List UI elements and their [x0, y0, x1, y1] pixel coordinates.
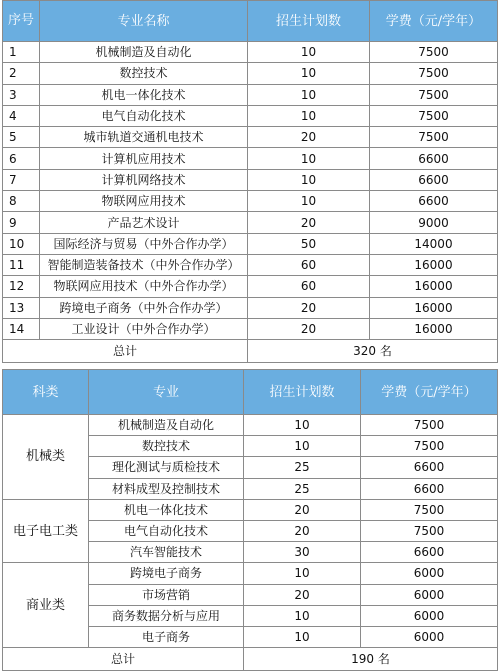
cell-fee: 7500: [361, 415, 498, 436]
cell-major: 电气自动化技术: [89, 520, 244, 541]
cell-plan: 10: [244, 605, 361, 626]
cell-fee: 6600: [361, 457, 498, 478]
cell-seq: 10: [3, 233, 40, 254]
cell-seq: 8: [3, 191, 40, 212]
cell-fee: 9000: [370, 212, 498, 233]
cell-plan: 20: [248, 297, 370, 318]
cell-fee: 7500: [370, 63, 498, 84]
cell-major: 材料成型及控制技术: [89, 478, 244, 499]
cell-seq: 7: [3, 169, 40, 190]
table-row: [3, 415, 498, 436]
cell-plan: 10: [248, 191, 370, 212]
cell-plan: 10: [244, 563, 361, 584]
cell-plan: 25: [244, 478, 361, 499]
header-major: 专业名称: [40, 1, 248, 42]
cell-fee: 7500: [370, 127, 498, 148]
cell-fee: 14000: [370, 233, 498, 254]
cell-major: 跨境电子商务（中外合作办学）: [40, 297, 248, 318]
table-row: [3, 84, 498, 105]
table-row: [3, 318, 498, 339]
cell-major: 数控技术: [89, 436, 244, 457]
cell-plan: 10: [248, 148, 370, 169]
cell-fee: 16000: [370, 297, 498, 318]
cell-major: 计算机应用技术: [40, 148, 248, 169]
cell-major: 市场营销: [89, 584, 244, 605]
cell-fee: 7500: [370, 105, 498, 126]
table-row: [3, 233, 498, 254]
cell-plan: 30: [244, 542, 361, 563]
cell-plan: 20: [244, 499, 361, 520]
cell-major: 机电一体化技术: [89, 499, 244, 520]
cell-major: 理化测试与质检技术: [89, 457, 244, 478]
total-value: 320 名: [248, 340, 498, 363]
cell-plan: 60: [248, 276, 370, 297]
header-seq: 序号: [3, 1, 40, 42]
cell-plan: 10: [248, 42, 370, 63]
cell-fee: 16000: [370, 318, 498, 339]
table-row: [3, 42, 498, 63]
table-row: [3, 499, 498, 520]
cell-major: 物联网应用技术: [40, 191, 248, 212]
total-row: [3, 340, 498, 363]
cell-major: 工业设计（中外合作办学）: [40, 318, 248, 339]
cell-plan: 60: [248, 254, 370, 275]
cell-fee: 7500: [361, 499, 498, 520]
header-fee: 学费（元/学年）: [361, 370, 498, 415]
cell-fee: 6600: [370, 169, 498, 190]
total-row: [3, 648, 498, 671]
cell-major: 商务数据分析与应用: [89, 605, 244, 626]
cell-fee: 6000: [361, 563, 498, 584]
table-row: [3, 254, 498, 275]
cell-plan: 10: [248, 105, 370, 126]
cell-plan: 10: [244, 626, 361, 647]
total-value: 190 名: [244, 648, 498, 671]
table-row: [3, 276, 498, 297]
total-label: 总计: [3, 340, 248, 363]
cell-fee: 6000: [361, 605, 498, 626]
cell-major: 电气自动化技术: [40, 105, 248, 126]
cell-major: 机电一体化技术: [40, 84, 248, 105]
cell-seq: 5: [3, 127, 40, 148]
cell-major: 城市轨道交通机电技术: [40, 127, 248, 148]
table-row: [3, 127, 498, 148]
cell-major: 计算机网络技术: [40, 169, 248, 190]
cell-plan: 10: [248, 169, 370, 190]
cell-fee: 7500: [370, 42, 498, 63]
cell-seq: 2: [3, 63, 40, 84]
cell-plan: 10: [248, 63, 370, 84]
cell-category: 机械类: [3, 415, 89, 500]
table-row: [3, 105, 498, 126]
cell-major: 数控技术: [40, 63, 248, 84]
cell-fee: 16000: [370, 276, 498, 297]
cell-seq: 4: [3, 105, 40, 126]
cell-seq: 13: [3, 297, 40, 318]
header-major: 专业: [89, 370, 244, 415]
cell-fee: 16000: [370, 254, 498, 275]
cell-major: 机械制造及自动化: [89, 415, 244, 436]
cell-fee: 6600: [361, 478, 498, 499]
cell-fee: 6000: [361, 584, 498, 605]
table-row: [3, 169, 498, 190]
cell-major: 智能制造装备技术（中外合作办学）: [40, 254, 248, 275]
table-row: [3, 191, 498, 212]
cell-seq: 11: [3, 254, 40, 275]
cell-major: 国际经济与贸易（中外合作办学）: [40, 233, 248, 254]
cell-fee: 6600: [361, 542, 498, 563]
cell-category: 电子电工类: [3, 499, 89, 563]
cell-fee: 7500: [361, 436, 498, 457]
cell-seq: 9: [3, 212, 40, 233]
cell-plan: 50: [248, 233, 370, 254]
cell-seq: 12: [3, 276, 40, 297]
cell-seq: 6: [3, 148, 40, 169]
cell-plan: 20: [248, 127, 370, 148]
cell-category: 商业类: [3, 563, 89, 648]
cell-major: 电子商务: [89, 626, 244, 647]
table-row: [3, 297, 498, 318]
cell-seq: 14: [3, 318, 40, 339]
enrollment-table-2: [2, 369, 498, 671]
cell-plan: 10: [248, 84, 370, 105]
cell-major: 机械制造及自动化: [40, 42, 248, 63]
cell-plan: 20: [244, 584, 361, 605]
table-row: [3, 563, 498, 584]
cell-plan: 20: [244, 520, 361, 541]
header-fee: 学费（元/学年）: [370, 1, 498, 42]
total-label: 总计: [3, 648, 244, 671]
cell-seq: 1: [3, 42, 40, 63]
cell-fee: 7500: [370, 84, 498, 105]
header-plan: 招生计划数: [248, 1, 370, 42]
cell-plan: 10: [244, 436, 361, 457]
cell-seq: 3: [3, 84, 40, 105]
cell-fee: 6600: [370, 191, 498, 212]
cell-fee: 6000: [361, 626, 498, 647]
table-header-row: [3, 370, 498, 415]
cell-plan: 20: [248, 212, 370, 233]
cell-plan: 25: [244, 457, 361, 478]
table-row: [3, 212, 498, 233]
cell-major: 物联网应用技术（中外合作办学）: [40, 276, 248, 297]
cell-plan: 10: [244, 415, 361, 436]
cell-fee: 6600: [370, 148, 498, 169]
cell-major: 产品艺术设计: [40, 212, 248, 233]
enrollment-table-1: [2, 0, 498, 363]
table-header-row: [3, 1, 498, 42]
header-category: 科类: [3, 370, 89, 415]
table-row: [3, 63, 498, 84]
cell-major: 汽车智能技术: [89, 542, 244, 563]
table-row: [3, 148, 498, 169]
header-plan: 招生计划数: [244, 370, 361, 415]
cell-fee: 7500: [361, 520, 498, 541]
cell-major: 跨境电子商务: [89, 563, 244, 584]
cell-plan: 20: [248, 318, 370, 339]
